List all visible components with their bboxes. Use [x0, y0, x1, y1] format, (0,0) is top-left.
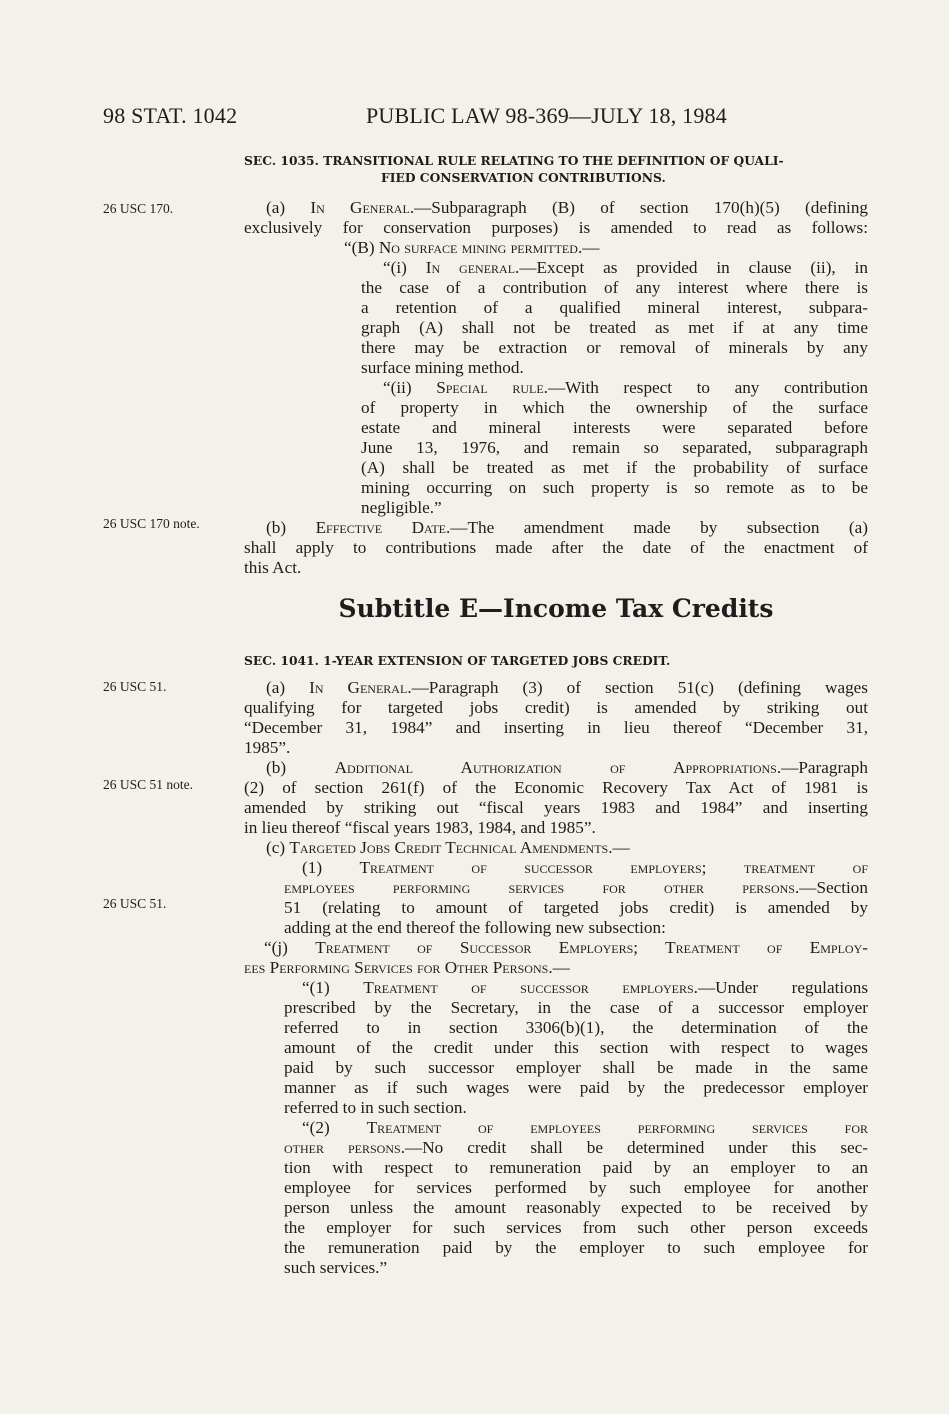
subsection-c-line: (c) Targeted Jobs Credit Technical Amendments.— [266, 838, 630, 857]
subsection-a-line: (a) In General.—Subparagraph (B) of section 170(h)(5) (defining [266, 198, 869, 217]
margin-note-usc-51-note: 26 USC 51 note. [103, 777, 194, 792]
subsection-b-line: (b) Additional Authorization of Appropriations.—Paragraph [266, 758, 868, 777]
text-line: person unless the amount reasonably expected to be received by [284, 1198, 868, 1217]
text-line: exclusively for conservation purposes) is amended to read as follows: [244, 218, 868, 237]
subtitle-heading: Subtitle E—Income Tax Credits [338, 594, 774, 623]
text-line: the case of a contribution of any interest where there is [361, 278, 868, 297]
subsection-a-line: (a) In General.—Paragraph (3) of section 51(c) (defining wages [266, 678, 868, 697]
paragraph-b-heading: “(B) No surface mining permitted.— [344, 238, 600, 257]
section-1041-body [244, 678, 868, 1278]
text-line: graph (A) shall not be treated as met if at any time [361, 318, 868, 337]
text-line: referred to in section 3306(b)(1), the determination of the [284, 1018, 868, 1037]
text-line: 1985”. [244, 738, 291, 757]
text-line: (2) of section 261(f) of the Economic Recovery Tax Act of 1981 is [244, 778, 868, 797]
clause-i [244, 258, 868, 378]
text-line: estate and mineral interests were separated before [361, 418, 868, 437]
margin-note-usc-51: 26 USC 51. [103, 679, 167, 694]
paragraph-c1-line: (1) Treatment of successor employers; treatment of [302, 858, 868, 877]
text-line: a retention of a qualified mineral interest, subpara- [361, 298, 868, 317]
text-line: manner as if such wages were paid by the predecessor employer [284, 1078, 868, 1097]
section-1035 [244, 152, 868, 186]
text-line: amended by striking out “fiscal years 1983 and 1984” and inserting [244, 798, 868, 817]
section-heading-cont: FIED CONSERVATION CONTRIBUTIONS. [381, 170, 666, 185]
text-line: tion with respect to remuneration paid by an employer to an [284, 1158, 868, 1177]
text-line: mining occurring on such property is so remote as to be [361, 478, 868, 497]
text-line: of property in which the ownership of the surface [361, 398, 868, 417]
text-line: adding at the end thereof the following new subsection: [284, 918, 666, 937]
text-line: shall apply to contributions made after the date of the enactment of [244, 538, 868, 557]
clause-ii-line: “(ii) Special rule.—With respect to any contribution [383, 378, 868, 397]
text-line: paid by such successor employer shall be made in the same [284, 1058, 868, 1077]
text-line: qualifying for targeted jobs credit) is amended by striking out [244, 698, 868, 717]
section-heading: SEC. 1041. 1-YEAR EXTENSION OF TARGETED JOBS CREDIT. [244, 653, 671, 668]
text-line: employee for services performed by such employee for another [284, 1178, 868, 1197]
subsection-j-line: “(j) Treatment of Successor Employers; Treatment of Employ- [264, 938, 868, 957]
text-line: amount of the credit under this section with respect to wages [284, 1038, 868, 1057]
section-1035-body [244, 198, 868, 578]
text-line: employees performing services for other persons.—Section [284, 878, 868, 897]
text-line: the remuneration paid by the employer to such employee for [284, 1238, 868, 1257]
paragraph-c1 [244, 858, 868, 938]
effective-date-line: (b) Effective Date.—The amendment made by subsection (a) [266, 518, 868, 537]
page-stat-number: 98 STAT. 1042 [103, 103, 238, 128]
text-line: such services.” [284, 1258, 388, 1277]
text-line: prescribed by the Secretary, in the case of a successor employer [284, 998, 868, 1017]
text-line: there may be extraction or removal of minerals by any [361, 338, 868, 357]
margin-note-usc-170-note: 26 USC 170 note. [103, 516, 200, 531]
margin-note-usc-170: 26 USC 170. [103, 201, 174, 216]
text-line: ees Performing Services for Other Persons.— [244, 958, 570, 977]
margin-note-usc-51-b: 26 USC 51. [103, 896, 167, 911]
page-title: PUBLIC LAW 98-369—JULY 18, 1984 [366, 103, 727, 128]
text-line: the employer for such services from such other person exceeds [284, 1218, 868, 1237]
text-line: in lieu thereof “fiscal years 1983, 1984, and 1985”. [244, 818, 596, 837]
text-line: negligible.” [361, 498, 442, 517]
clause-i-line: “(i) In general.—Except as provided in clause (ii), in [383, 258, 868, 277]
text-line: “December 31, 1984” and inserting in lieu thereof “December 31, [244, 718, 868, 737]
section-heading: SEC. 1035. TRANSITIONAL RULE RELATING TO THE DEFINITION OF QUALI- [244, 153, 784, 168]
paragraph-j1-line: “(1) Treatment of successor employers.—Under regulations [302, 978, 869, 997]
section-1041 [244, 652, 868, 669]
text-line: 51 (relating to amount of targeted jobs credit) is amended by [284, 898, 868, 917]
paragraph-j1 [244, 978, 868, 1118]
text-line: this Act. [244, 558, 302, 577]
text-line: referred to in such section. [284, 1098, 467, 1117]
paragraph-j2-line: “(2) Treatment of employees performing services for [302, 1118, 868, 1137]
text-line: June 13, 1976, and remain so separated, subparagraph [361, 438, 868, 457]
clause-ii [244, 378, 868, 518]
paragraph-j2 [244, 1118, 868, 1278]
text-line: (A) shall be treated as met if the probability of surface [361, 458, 868, 477]
text-line: surface mining method. [361, 358, 524, 377]
text-line: other persons.—No credit shall be determined under this sec- [284, 1138, 869, 1157]
